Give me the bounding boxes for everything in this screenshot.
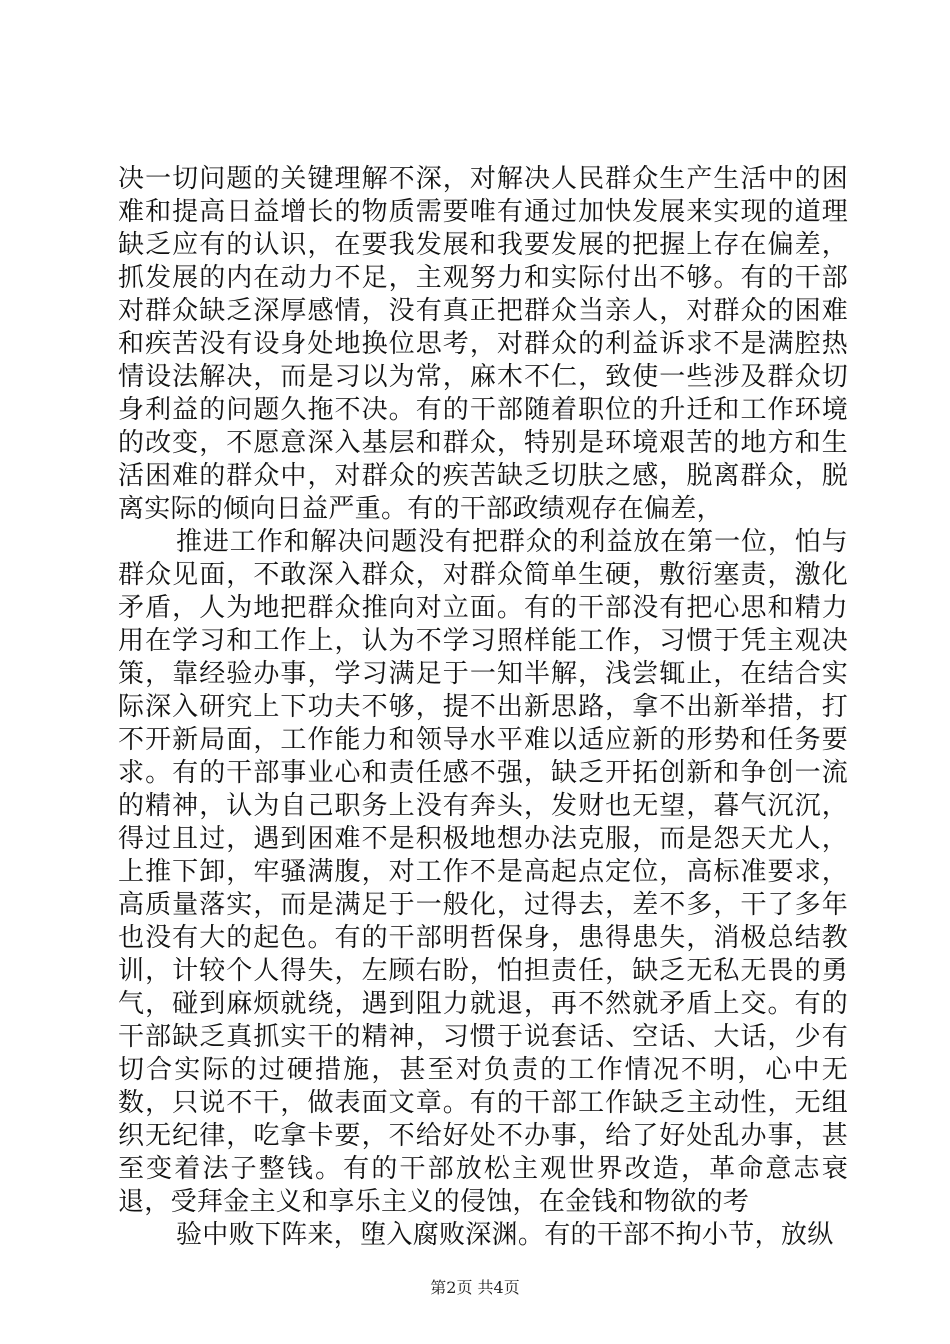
paragraph-3: 验中败下阵来，堕入腐败深渊。有的干部不拘小节，放纵 — [176, 1220, 834, 1250]
document-body — [118, 163, 848, 1252]
paragraph-1: 决一切问题的关键理解不深，对解决人民群众生产生活中的困难和提高日益增长的物质需要唯有通过加快发展来实现的道理缺乏应有的认识，在要我发展和我要发展的把握上存在偏差，抓发展的内在动力不足，主观努力和实际付出不够。有的干部对群众缺乏深厚感情，没有真正把群众当亲人，对群众的困难和疾苦没有设身处地换位思考，对群众的利益诉求不是满腔热情设法解决，而是习以为常，麻木不仁，致使一些涉及群众切身利益的问题久拖不决。有的干部随着职位的升迁和工作环境的改变，不愿意深入基层和群众，特别是环境艰苦的地方和生活困难的群众中，对群众的疾苦缺乏切肤之感，脱离群众，脱离实际的倾向日益严重。有的干部政绩观存在偏差， — [118, 164, 848, 524]
paragraph-2: 推进工作和解决问题没有把群众的利益放在第一位，怕与群众见面，不敢深入群众，对群众简单生硬，敷衍塞责，激化矛盾，人为地把群众推向对立面。有的干部没有把心思和精力用在学习和工作上，认为不学习照样能工作，习惯于凭主观决策，靠经验办事，学习满足于一知半解，浅尝辄止，在结合实际深入研究上下功夫不够，提不出新思路，拿不出新举措，打不开新局面，工作能力和领导水平难以适应新的形势和任务要求。有的干部事业心和责任感不强，缺乏开拓创新和争创一流的精神，认为自己职务上没有奔头，发财也无望，暮气沉沉，得过且过，遇到困难不是积极地想办法克服，而是怨天尤人，上推下卸，牢骚满腹，对工作不是高起点定位，高标准要求，高质量落实，而是满足于一般化，过得去，差不多，干了多年也没有大的起色。有的干部明哲保身，患得患失，消极总结教训，计较个人得失，左顾右盼，怕担责任，缺乏无私无畏的勇气，碰到麻烦就绕，遇到阻力就退，再不然就矛盾上交。有的干部缺乏真抓实干的精神，习惯于说套话、空话、大话，少有切合实际的过硬措施，甚至对负责的工作情况不明，心中无数，只说不干，做表面文章。有的干部工作缺乏主动性，无组织无纪律，吃拿卡要，不给好处不办事，给了好处乱办事，甚至变着法子整钱。有的干部放松主观世界改造，革命意志衰退，受拜金主义和享乐主义的侵蚀，在金钱和物欲的考 — [118, 527, 848, 1217]
page-number-footer: 第2页 共4页 — [430, 1278, 520, 1297]
